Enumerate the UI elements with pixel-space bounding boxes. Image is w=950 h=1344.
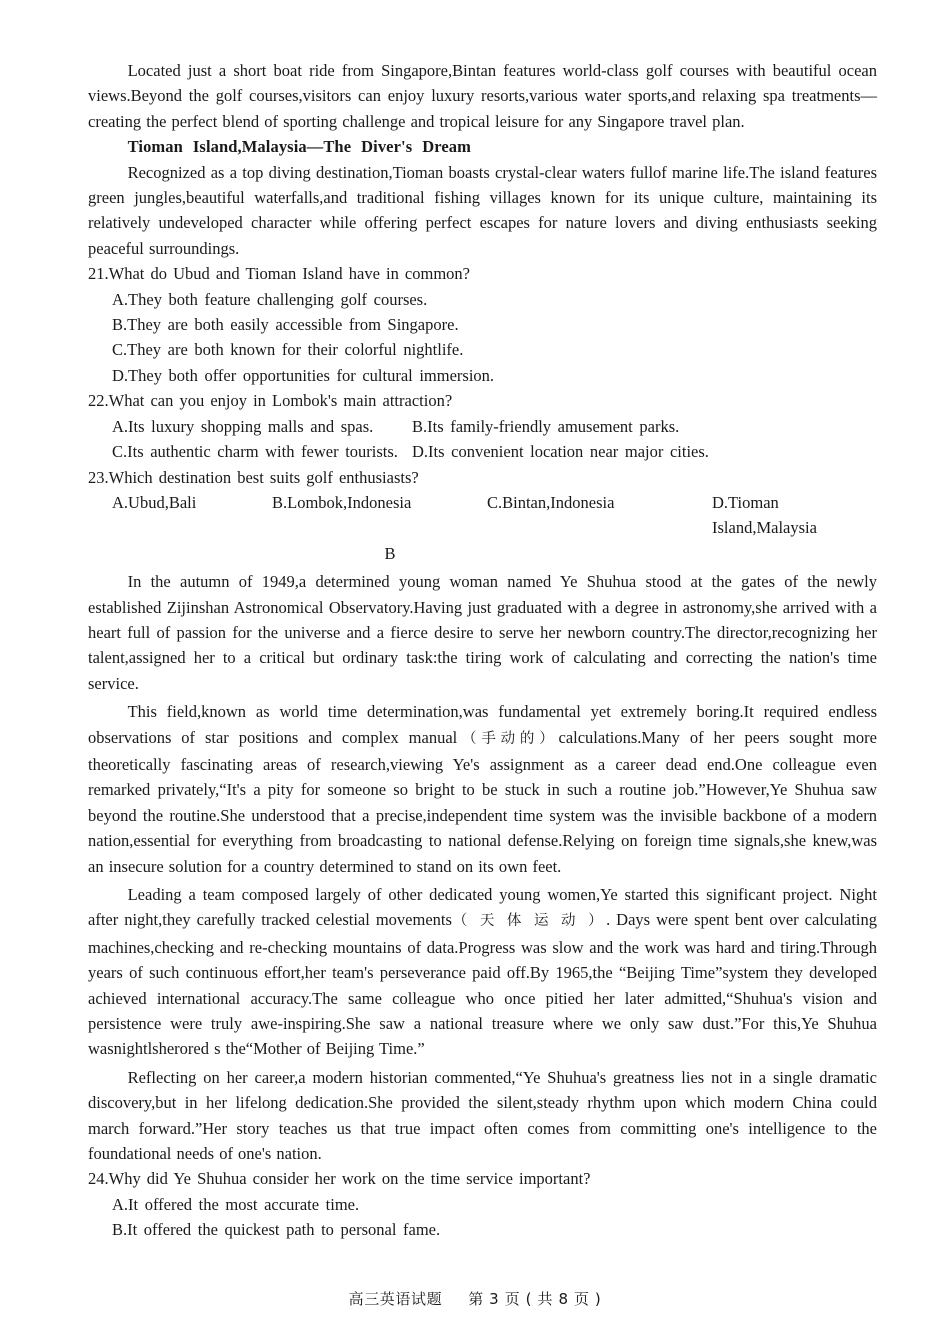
passage-b-paragraph-2 [88,699,877,879]
question-22-option-d[interactable]: D.Its convenient location near major cities. [412,442,709,462]
question-21-option-b[interactable]: B.They are both easily accessible from Singapore. [112,315,459,335]
question-23-option-c[interactable]: C.Bintan,Indonesia [487,492,615,512]
question-21-stem: 21.What do Ubud and Tioman Island have in common? [88,264,470,284]
footer-page-number: 第 3 页 ( 共 8 页 ) [468,1290,602,1308]
question-21-option-a[interactable]: A.They both feature challenging golf courses. [112,289,428,309]
question-23-options-row [88,490,877,541]
question-22-option-c[interactable]: C.Its authentic charm with fewer tourists. [112,442,398,462]
question-22-options-row-1 [88,414,877,439]
passage-b-p2-chinese-gloss: （手动的） [457,730,559,747]
question-23-stem: 23.Which destination best suits golf enthusiasts? [88,467,419,487]
passage-b-paragraph-1: In the autumn of 1949,a determined young woman named Ye Shuhua stood at the gates of the newly established Zijinshan Astronomical Observatory.Having just graduated with a degree in astronomy,she arrived with a heart full of passion for the universe and a fierce desire to serve her newborn country.The director,recognizing her talent,assigned her to a critical but ordinary task:the tiring work of calculating and correcting the nation's time service. [88,572,877,693]
question-21-option-d[interactable]: D.They both offer opportunities for cultural immersion. [112,365,495,385]
question-24-stem: 24.Why did Ye Shuhua consider her work on the time service important? [88,1169,591,1189]
question-24-option-b[interactable]: B.It offered the quickest path to personal fame. [112,1220,441,1240]
section-letter-b: B [384,543,396,563]
page-footer [0,1288,950,1309]
question-22-stem: 22.What can you enjoy in Lombok's main attraction? [88,391,453,411]
page-content [88,58,877,1243]
question-23-option-b[interactable]: B.Lombok,Indonesia [272,492,412,512]
passage-b-p3-chinese-gloss: （ 天 体 运 动 ） [451,913,607,930]
passage-b-p2-text-before: This field,known as world time determination,was fundamental yet extremely boring.It required endless observations of star positions and complex manual [88,702,877,747]
footer-exam-title: 高三英语试题 [348,1290,443,1308]
passage-b-paragraph-4: Reflecting on her career,a modern historian commented,“Ye Shuhua's greatness lies not in a single dramatic discovery,but in her lifelong dedication.She provided the silent,steady rhythm upon which modern China could march forward.”Her story teaches us that true impact often comes from committing one's intelligence to the foundational needs of one's nation. [88,1067,877,1164]
passage-a-heading-paragraph: Recognized as a top diving destination,Tioman boasts crystal-clear waters fullof marine life.The island features green jungles,beautiful waterfalls,and traditional fishing villages known for its unique culture, maintaining its relatively undeveloped character while offering perfect escapes for nature lovers and diving enthusiasts seeking peaceful surroundings. [88,162,877,258]
question-21-option-c[interactable]: C.They are both known for their colorful nightlife. [112,340,464,360]
question-22-option-a[interactable]: A.Its luxury shopping malls and spas. [112,416,374,436]
passage-a-subheading: Tioman Island,Malaysia—The Diver's Dream [127,137,471,157]
question-24-option-a[interactable]: A.It offered the most accurate time. [112,1194,360,1214]
passage-a-paragraph: Located just a short boat ride from Singapore,Bintan features world-class golf courses with beautiful ocean views.Beyond the golf courses,visitors can enjoy luxury resorts,various water sports,and relaxing spa treatments—creating the perfect blend of sporting challenge and tropical leisure for any Singapore travel plan. [88,61,877,131]
question-23-option-d[interactable]: D.Tioman Island,Malaysia [712,492,817,538]
passage-b-p3-text-after: . Days were spent bent over calculating machines,checking and re-checking mountains of data.Progress was slow and the work was hard and tiring.Through years of such continuous effort,her team's perseverance paid off.By 1965,the “Beijing Time”system they developed achieved international accuracy.The same colleague who once pitied her later admitted,“Shuhua's vision and persistence were truly awe-inspiring.She saw a national treasure where we only saw dust.”For this,Ye Shuhua wasnightlsherored s the“Mother of Beijing Time.” [88,910,878,1059]
question-22-option-b[interactable]: B.Its family-friendly amusement parks. [412,416,680,436]
passage-b-p3-text-before: Leading a team composed largely of other dedicated young women,Ye started this significant project. Night after night,they carefully tracked celestial movements [88,885,877,930]
question-22-options-row-2 [88,439,877,464]
passage-b-p2-text-after: calculations.Many of her peers sought more theoretically fascinating areas of research,viewing Ye's assignment as a career dead end.One colleague even remarked privately,“It's a pity for someone so bright to be stuck in such a routine job.”However,Ye Shuhua saw beyond the routine.She understood that a precise,independent time system was the invisible backbone of a modern nation,essential for everything from broadcasting to national defense.Relying on foreign time signals,she knew,was an insecure solution for a country determined to stand on its own feet. [88,727,878,876]
passage-b-paragraph-3 [88,882,877,1062]
question-23-option-a[interactable]: A.Ubud,Bali [112,492,197,512]
